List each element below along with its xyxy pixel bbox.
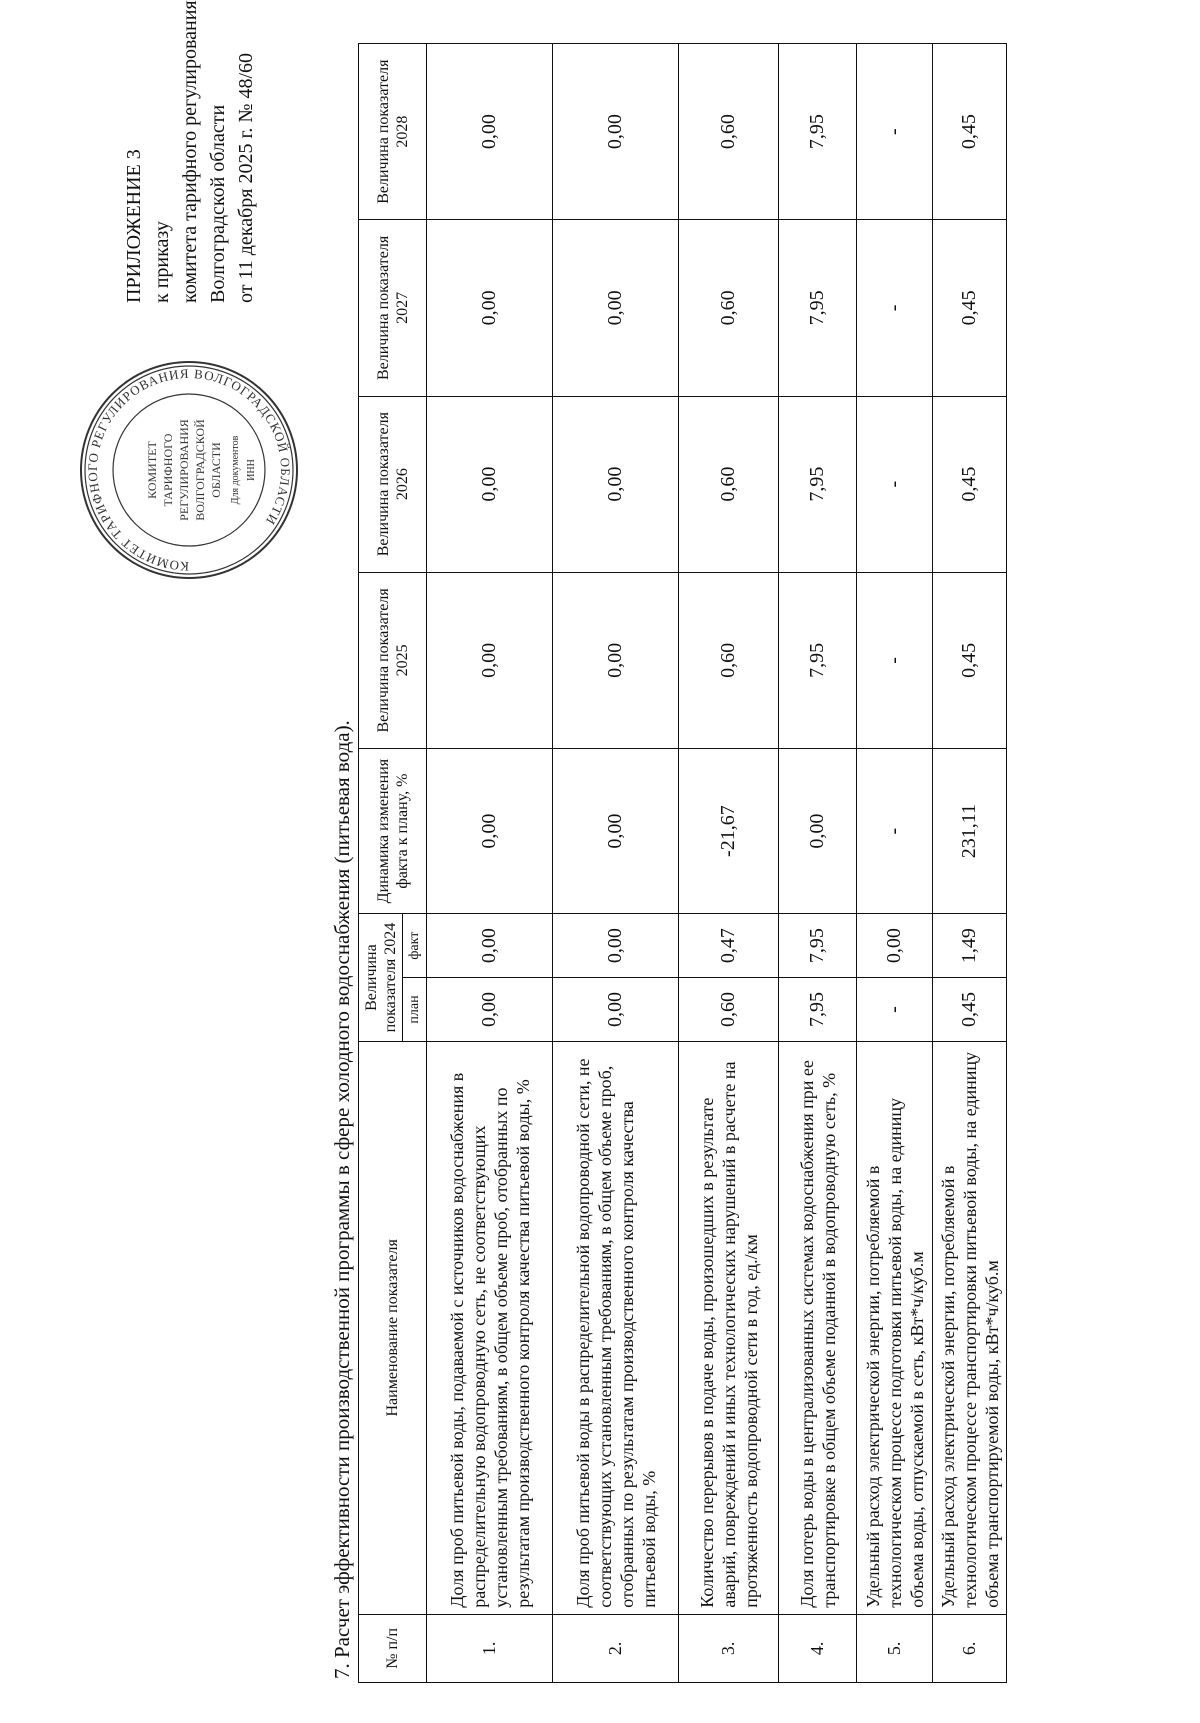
svg-text:ИНН: ИНН — [246, 459, 257, 481]
row-plan: 7,95 — [779, 978, 857, 1042]
row-num: 4. — [779, 1614, 857, 1682]
row-name: Удельный расход электрической энергии, потребляемой в технологическом процессе транспортировки питьевой воды, на единицу объема транспортируемой воды, кВт*ч/куб.м — [933, 1041, 1007, 1614]
section-heading: 7. Расчет эффективности производственной программы в сфере холодного водоснабжения (питьевая вода). — [330, 720, 354, 1679]
row-fact: 0,00 — [553, 914, 679, 978]
appendix-line3: Волгоградской области — [207, 104, 229, 303]
row-plan: 0,00 — [427, 978, 553, 1042]
row-2027: 7,95 — [779, 220, 857, 396]
appendix-header — [120, 0, 260, 303]
svg-text:ТАРИФНОГО: ТАРИФНОГО — [161, 433, 175, 507]
row-dynamics: - — [857, 748, 933, 913]
row-fact: 0,00 — [857, 914, 933, 978]
row-num: 3. — [679, 1614, 779, 1682]
header-2025: Величина показателя 2025 — [359, 572, 427, 748]
row-2026: 7,95 — [779, 396, 857, 572]
row-dynamics: 0,00 — [553, 748, 679, 913]
row-dynamics: 231,11 — [933, 748, 1007, 913]
row-plan: 0,60 — [679, 978, 779, 1042]
svg-text:КОМИТЕТ ТАРИФНОГО РЕГУЛИРОВАНИ: КОМИТЕТ ТАРИФНОГО РЕГУЛИРОВАНИЯ ВОЛГОГРАДСКОЙ ОБЛАСТИ — [84, 365, 294, 575]
row-plan: 0,45 — [933, 978, 1007, 1042]
row-2028: 0,00 — [553, 44, 679, 220]
appendix-title: ПРИЛОЖЕНИЕ 3 — [123, 149, 145, 303]
row-2026: 0,00 — [553, 396, 679, 572]
appendix-line4: от 11 декабря 2025 г. № 48/60 — [235, 52, 257, 303]
row-name: Количество перерывов в подаче воды, произошедших в результате аварий, повреждений и иных технологических нарушений в расчете на протяженность водопроводной сети в год, ед./км — [679, 1041, 779, 1614]
row-2025: 0,60 — [679, 572, 779, 748]
row-fact: 7,95 — [779, 914, 857, 978]
header-name: Наименование показателя — [359, 1041, 427, 1614]
appendix-line2: комитета тарифного регулирования — [179, 0, 201, 303]
table-row — [779, 44, 857, 1683]
row-2027: 0,00 — [553, 220, 679, 396]
table-row — [427, 44, 553, 1683]
row-2025: 0,00 — [427, 572, 553, 748]
row-2026: - — [857, 396, 933, 572]
header-num: № п/п — [359, 1614, 427, 1682]
row-2027: 0,45 — [933, 220, 1007, 396]
header-2027: Величина показателя 2027 — [359, 220, 427, 396]
row-plan: - — [857, 978, 933, 1042]
row-name: Доля проб питьевой воды в распределительной водопроводной сети, не соответствующих установленным требованиям, в общем объеме проб, отобранных по результатам производственного контроля качества питьевой воды, % — [553, 1041, 679, 1614]
row-num: 5. — [857, 1614, 933, 1682]
row-2027: 0,60 — [679, 220, 779, 396]
row-fact: 0,47 — [679, 914, 779, 978]
svg-text:ОБЛАСТИ: ОБЛАСТИ — [209, 442, 223, 498]
row-num: 2. — [553, 1614, 679, 1682]
row-2026: 0,00 — [427, 396, 553, 572]
header-dynamics: Динамика изменения факта к плану, % — [359, 748, 427, 913]
header-2026: Величина показателя 2026 — [359, 396, 427, 572]
row-num: 6. — [933, 1614, 1007, 1682]
svg-text:Для документов: Для документов — [230, 435, 241, 505]
row-2026: 0,45 — [933, 396, 1007, 572]
table-row — [679, 44, 779, 1683]
row-2028: 0,60 — [679, 44, 779, 220]
row-2027: 0,00 — [427, 220, 553, 396]
header-plan: план — [403, 978, 427, 1042]
row-name: Доля потерь воды в централизованных системах водоснабжения при ее транспортировке в общем объеме поданной в водопроводную сеть, % — [779, 1041, 857, 1614]
row-name: Доля проб питьевой воды, подаваемой с источников водоснабжения в распределительную водопроводную сеть, не соответствующих установленным требованиям, в общем объеме проб, отобранных по результатам производственного контроля качества питьевой воды, % — [427, 1041, 553, 1614]
row-2028: 0,00 — [427, 44, 553, 220]
row-num: 1. — [427, 1614, 553, 1682]
row-2025: - — [857, 572, 933, 748]
row-2025: 0,00 — [553, 572, 679, 748]
header-fact: факт — [403, 914, 427, 978]
efficiency-table — [358, 43, 1007, 1683]
row-dynamics: -21,67 — [679, 748, 779, 913]
row-2028: - — [857, 44, 933, 220]
row-2028: 0,45 — [933, 44, 1007, 220]
svg-text:РЕГУЛИРОВАНИЯ: РЕГУЛИРОВАНИЯ — [177, 419, 191, 521]
row-dynamics: 0,00 — [427, 748, 553, 913]
official-seal — [74, 355, 304, 585]
row-plan: 0,00 — [553, 978, 679, 1042]
row-2026: 0,60 — [679, 396, 779, 572]
row-2028: 7,95 — [779, 44, 857, 220]
table-row — [933, 44, 1007, 1683]
header-2028: Величина показателя 2028 — [359, 44, 427, 220]
row-name: Удельный расход электрической энергии, потребляемой в технологическом процессе подготовки питьевой воды, на единицу объема воды, отпускаемой в сеть, кВт*ч/куб.м — [857, 1041, 933, 1614]
header-2024: Величина показателя 2024 — [359, 914, 403, 1042]
svg-text:КОМИТЕТ: КОМИТЕТ — [145, 441, 159, 499]
table-row — [857, 44, 933, 1683]
table-row — [553, 44, 679, 1683]
svg-text:ВОЛГОГРАДСКОЙ: ВОЛГОГРАДСКОЙ — [193, 419, 207, 521]
appendix-line1: к приказу — [151, 221, 173, 303]
row-dynamics: 0,00 — [779, 748, 857, 913]
row-2025: 0,45 — [933, 572, 1007, 748]
row-2025: 7,95 — [779, 572, 857, 748]
row-2027: - — [857, 220, 933, 396]
row-fact: 1,49 — [933, 914, 1007, 978]
row-fact: 0,00 — [427, 914, 553, 978]
